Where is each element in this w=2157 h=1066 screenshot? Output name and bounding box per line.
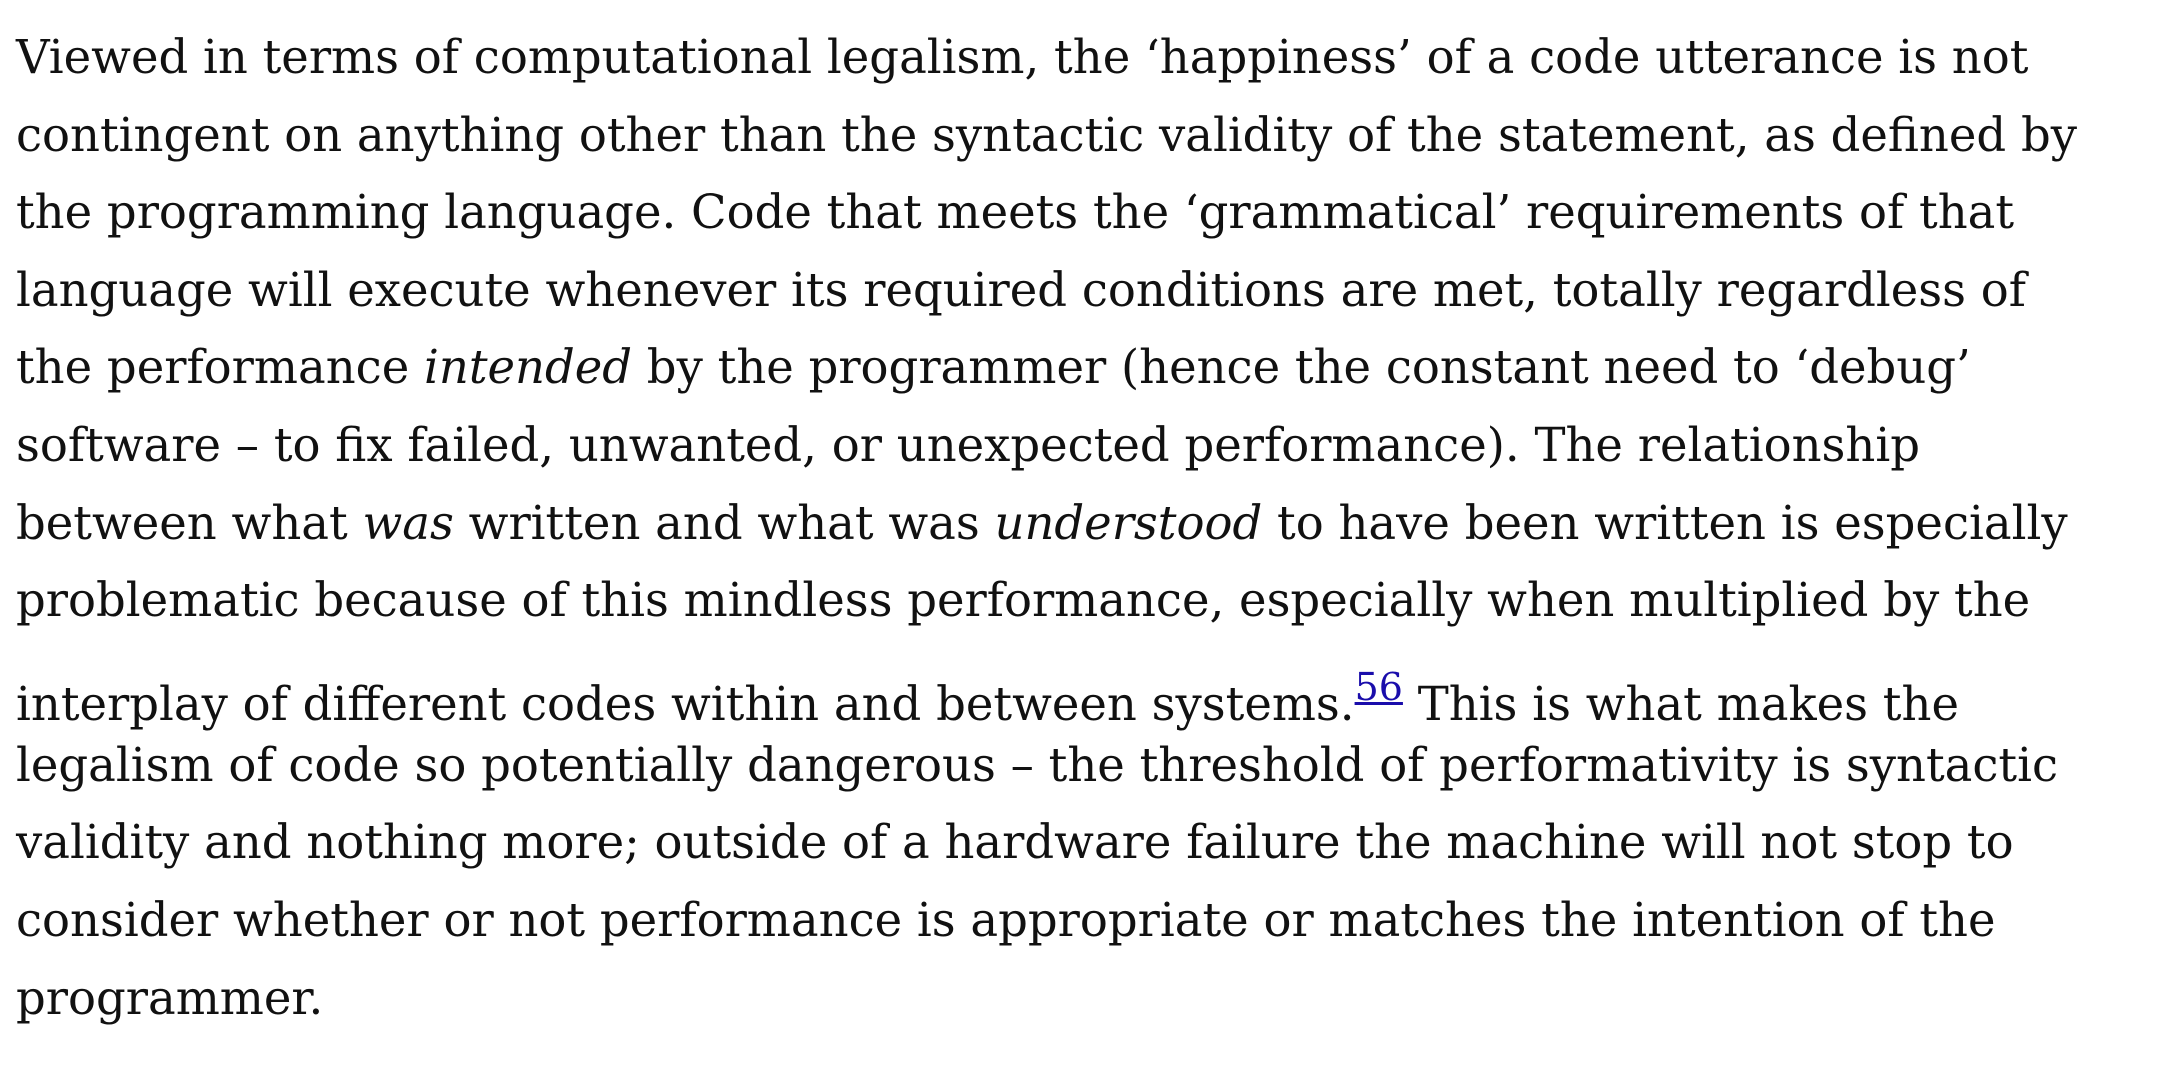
paragraph-line-9 <box>16 643 2141 730</box>
emphasis-intended: intended <box>424 340 633 395</box>
line-5-text-a: the performance <box>16 340 424 395</box>
paragraph-line-13: programmer. <box>16 970 324 1025</box>
line-7-text-c: to have been written is especially <box>1262 495 2068 550</box>
paragraph-line-1: Viewed in terms of computational legalism, the ‘happiness’ of a code utterance is not <box>16 30 2029 84</box>
paragraph-line-4: language will execute whenever its required conditions are met, totally regardless of <box>16 262 2026 317</box>
line-7-text-b: written and what was <box>453 495 995 550</box>
body-paragraph <box>16 22 2141 1040</box>
paragraph-line-10: legalism of code so potentially dangerous – the threshold of performativity is syntactic <box>16 737 2059 792</box>
line-9-text-a: interplay of different codes within and between systems. <box>16 676 1355 731</box>
line-5-text-b: by the programmer (hence the constant need to ‘debug’ <box>632 340 1971 395</box>
paragraph-line-2: contingent on anything other than the syntactic validity of the statement, as defined by <box>16 107 2077 162</box>
emphasis-was: was <box>362 495 454 550</box>
paragraph-line-3: the programming language. Code that meets the ‘grammatical’ requirements of that <box>16 185 2015 240</box>
paragraph-line-11: validity and nothing more; outside of a hardware failure the machine will not stop to <box>16 815 2014 870</box>
emphasis-understood: understood <box>994 495 1263 550</box>
footnote-link-56[interactable]: 56 <box>1354 664 1403 709</box>
paragraph-line-6: software – to fix failed, unwanted, or unexpected performance). The relationship <box>16 417 1921 472</box>
paragraph-line-7 <box>16 488 2141 566</box>
paragraph-line-5 <box>16 332 2141 410</box>
paragraph-line-12: consider whether or not performance is appropriate or matches the intention of the <box>16 892 1996 947</box>
line-9-text-b: This is what makes the <box>1402 676 1959 731</box>
paragraph-line-8: problematic because of this mindless performance, especially when multiplied by the <box>16 573 2031 628</box>
line-7-text-a: between what <box>16 495 363 550</box>
